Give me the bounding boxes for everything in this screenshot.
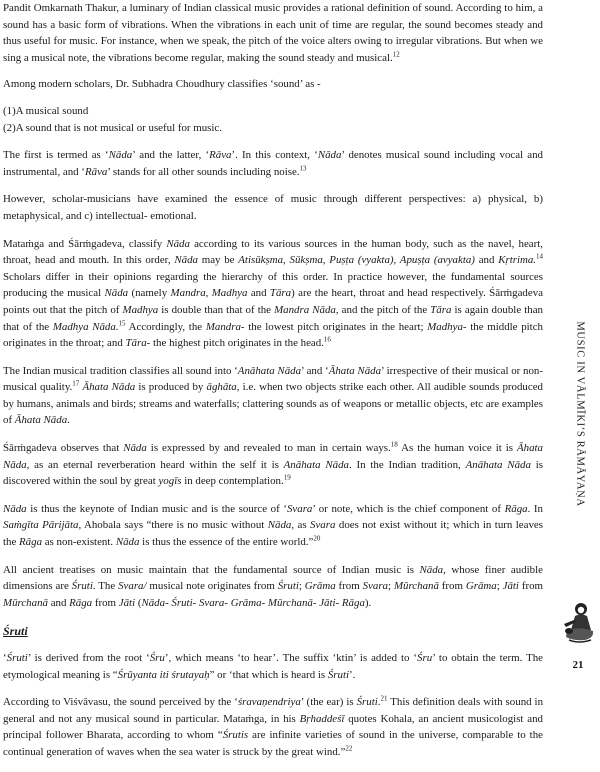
list-item: (1)A musical sound: [3, 104, 89, 117]
footnote-ref: 17: [72, 379, 80, 388]
musician-figure-icon: [561, 600, 597, 646]
paragraph-nada-keynote: Nāda is thus the keynote of Indian music and is the source of ‘Svara’ or note, which is the chief component of Rāga. In Saṁgīta Pārijāta, Ahobala says “there is no music without Nāda, as Svara does not exist without it; which in turn leaves the Rāga as non-existent. Nāda is thus the essence of the entire world.”$^{20}$: [3, 502, 543, 549]
section-heading-sruti: Śruti: [3, 624, 28, 639]
footnote-ref: 12: [392, 50, 400, 59]
footnote-ref: 13: [299, 164, 307, 173]
footnote-ref: 18: [390, 440, 398, 449]
footnote-ref: 16: [323, 335, 331, 344]
footnote-ref: 21: [380, 694, 388, 703]
paragraph-sarmgadeva: Śārṁgadeva observes that Nāda is expressed by and revealed to man in certain ways.$^{18}$ As the human voice it is Āhata Nāda, as an eternal reverberation heard within the self it is Anāhata Nāda. In the Indian tradition, Anāhata Nāda is discovered within the soul by great yogīs in deep contemplation.$^{19}$: [3, 440, 543, 488]
paragraph-sruti-etymology: ‘Śruti’ is derived from the root ‘Śru’, which means ‘to hear’. The suffix ‘ktin’ is added to ‘Śru’ to obtain the term. The etymological meaning is “Śrūyanta iti śrutayaḥ” or ‘that which is heard is Śruti’.: [3, 652, 544, 681]
paragraph-visvavasu: According to Viśvāvasu, the sound perceived by the ‘śravaṇendriya’ (the ear) is Śruti.$^{21}$ This definition deals with sound in general and not any musical sound in particular. Mataṁga, in his Bṛhaddeśī quotes Kohala, an ancient musicologist and principal follower Bharata, according to whom “Śrutis are infinite varieties of sound in the universe, comparable to the continual generation of waves when the sea water is struck by the great wind.”$^{22}$: [3, 694, 544, 758]
body-text: [3, 0, 543, 772]
list-item: (2)A sound that is not musical or useful for music.: [3, 121, 222, 134]
paragraph-perspectives: However, scholar-musicians have examined the essence of music through different perspectives: a) physical, b) metaphysical, and c) intellectual- emotional.: [3, 193, 543, 222]
paragraph-anahata-ahata: The Indian musical tradition classifies all sound into ‘Anāhata Nāda’ and ‘Āhata Nāda’ irrespective of their musical or non-musical quality.$^{17}$ Āhata Nāda is produced by āghāta, i.e. when two objects strike each other. All audible sounds produced by humans, animals and birds; streams and waterfalls; clattering sounds as of weapons or metallic objects, etc are examples of Āhata Nāda.: [3, 364, 544, 427]
footnote-ref: 14: [536, 252, 544, 261]
footnote-ref: 20: [313, 534, 321, 543]
paragraph-thakur: Pandit Omkarnath Thakur, a luminary of Indian classical music provides a rational definition of sound. According to him, a sound has a basic form of vibrations. When the vibrations in each unit of time are regular, the sound becomes steady and thus useful for music. For instance, when we speak, the pitch of the voice alters owing to irregular vibrations. But when we sing a musical note, the vibrations become regular, making the sound steady and musical.$^{12}$: [3, 2, 543, 64]
page-number: 21: [572, 659, 584, 671]
footnote-ref: 15: [118, 318, 126, 327]
footnote-ref: 22: [345, 744, 353, 753]
paragraph-treatises: All ancient treatises on music maintain that the fundamental source of Indian music is Nāda, whose finer audible dimensions are Śruti. The Svara/ musical note originates from Śruti; Grāma from Svara; Mūrchanā from Grāma; Jāti from Mūrchanā and Rāga from Jāti (Nāda- Śruti- Svara- Grāma- Mūrchanā- Jāti- Rāga).: [3, 563, 544, 609]
paragraph-choudhury: Among modern scholars, Dr. Subhadra Choudhury classifies ‘sound’ as -: [3, 78, 321, 91]
sound-classification-list: [3, 103, 543, 136]
paragraph-matamga: Mataṁga and Śārṁgadeva, classify Nāda according to its various sources in the human body, such as the navel, heart, throat, head and mouth. In this order, Nāda may be Atisūkṣma, Sūkṣma, Puṣṭa (vyakta), Apuṣṭa (avyakta) and Kṛtrima.$^{14}$ Scholars differ in their opinions regarding the hierarchy of this order. In practice however, the fundamental sources producing the musical Nāda (namely Mandra, Madhya and Tāra) are the heart, throat and head respectively. Śārṁgadeva points out that the pitch of Madhya is double than that of the Mandra Nāda, and the pitch of the Tāra is again double than that of the Madhya Nāda.$^{15}$ Accordingly, the Mandra- the lowest pitch originates in the heart; Madhya- the middle pitch originates in the throat; and Tāra- the highest pitch originates in the head.$^{16}$: [3, 237, 544, 350]
footnote-ref: 19: [283, 473, 291, 482]
paragraph-nada-rava: The first is termed as ‘Nāda’ and the latter, ‘Rāva’. In this context, ‘Nāda’ denotes musical sound including vocal and instrumental, and ‘Rāva’ stands for all other sounds including noise.$^{13}$: [3, 149, 544, 178]
running-head: MUSIC IN VĀLMĪKI’S RĀMĀYAṆA: [574, 321, 586, 507]
